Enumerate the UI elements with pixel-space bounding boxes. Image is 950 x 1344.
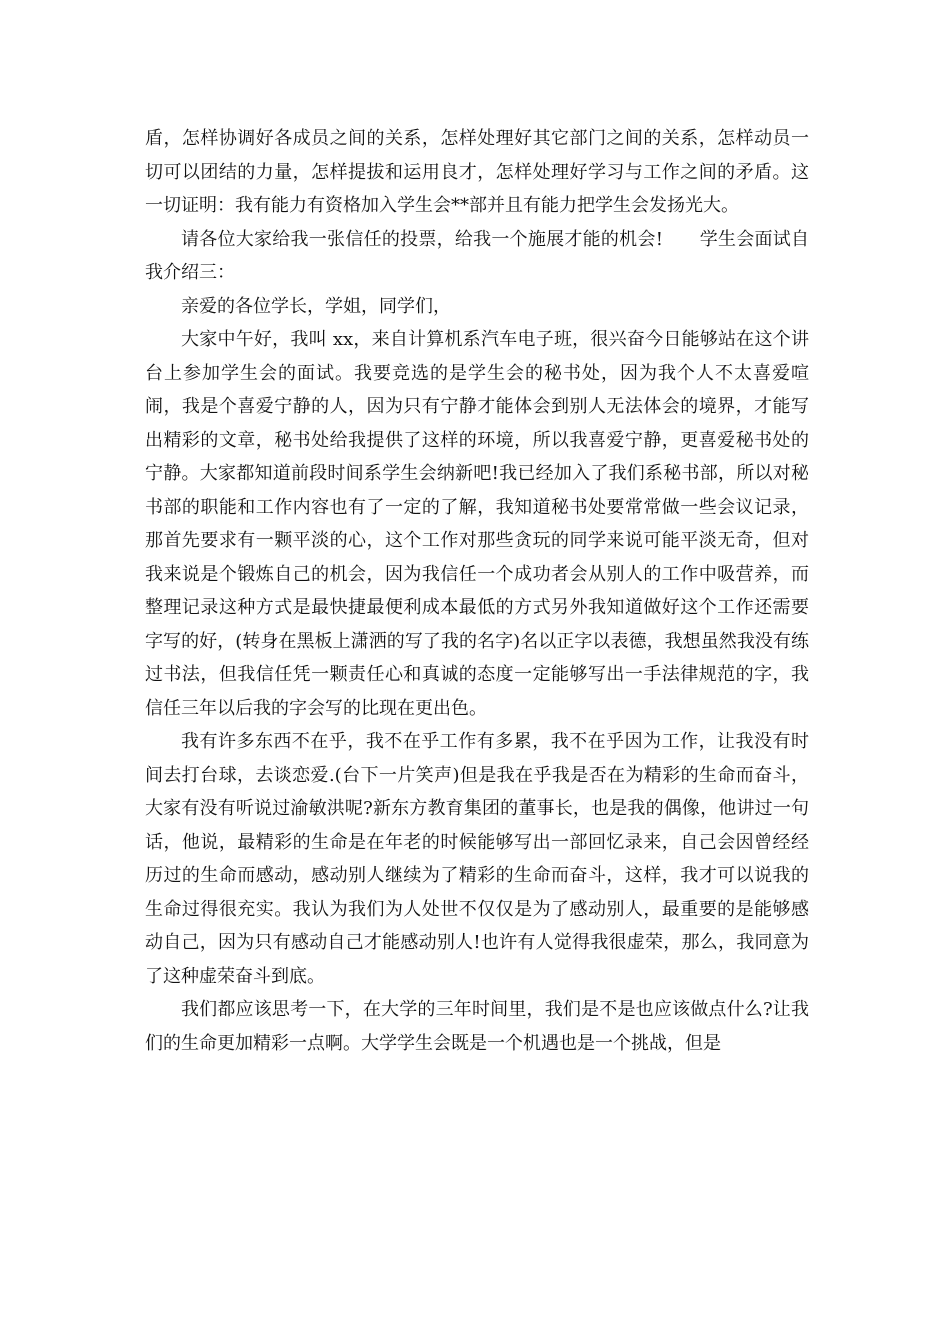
- document-body: [145, 122, 809, 1060]
- paragraph-introduction: 大家中午好，我叫 xx，来自计算机系汽车电子班，很兴奋今日能够站在这个讲台上参加学生会的面试。我要竞选的是学生会的秘书处，因为我个人不太喜爱喧闹，我是个喜爱宁静的人，因为只有宁静才能体会到别人无法体会的境界，才能写出精彩的文章，秘书处给我提供了这样的环境，所以我喜爱宁静，更喜爱秘书处的宁静。大家都知道前段时间系学生会纳新吧!我已经加入了我们系秘书部，所以对秘书部的职能和工作内容也有了一定的了解，我知道秘书处要常常做一些会议记录，那首先要求有一颗平淡的心，这个工作对那些贪玩的同学来说可能平淡无奇，但对我来说是个锻炼自己的机会，因为我信任一个成功者会从别人的工作中吸营养，而整理记录这种方式是最快捷最便利成本最低的方式另外我知道做好这个工作还需要字写的好，(转身在黑板上潇洒的写了我的名字)名以正字以表德，我想虽然我没有练过书法，但我信任凭一颗责任心和真诚的态度一定能够写出一手法律规范的字，我信任三年以后我的字会写的比现在更出色。: [145, 329, 809, 719]
- paragraph-greeting: 亲爱的各位学长，学姐，同学们，: [181, 295, 451, 317]
- paragraph-priorities: 我有许多东西不在乎，我不在乎工作有多累，我不在乎因为工作，让我没有时间去打台球，去谈恋爱.(台下一片笑声)但是我在乎我是否在为精彩的生命而奋斗，大家有没有听说过渝敏洪呢?新东方教育集团的董事长，也是我的偶像，他讲过一句话，他说，最精彩的生命是在年老的时候能够写出一部回忆录来，自己会因曾经经历过的生命而感动，感动别人继续为了精彩的生命而奋斗，这样，我才可以说我的生命过得很充实。我认为我们为人处世不仅仅是为了感动别人，最重要的是能够感动自己，因为只有感动自己才能感动别人!也许有人觉得我很虚荣，那么，我同意为了这种虚荣奋斗到底。: [145, 731, 809, 987]
- paragraph-vote-request: 请各位大家给我一张信任的投票，给我一个施展才能的机会! 学生会面试自我介绍三：: [145, 228, 809, 283]
- paragraph-reflection: 我们都应该思考一下，在大学的三年时间里，我们是不是也应该做点什么?让我们的生命更加精彩一点啊。大学学生会既是一个机遇也是一个挑战，但是: [145, 999, 809, 1054]
- paragraph-continuation: 盾，怎样协调好各成员之间的关系，怎样处理好其它部门之间的关系，怎样动员一切可以团结的力量，怎样提拔和运用良才，怎样处理好学习与工作之间的矛盾。这一切证明：我有能力有资格加入学生会**部并且有能力把学生会发扬光大。: [145, 128, 809, 216]
